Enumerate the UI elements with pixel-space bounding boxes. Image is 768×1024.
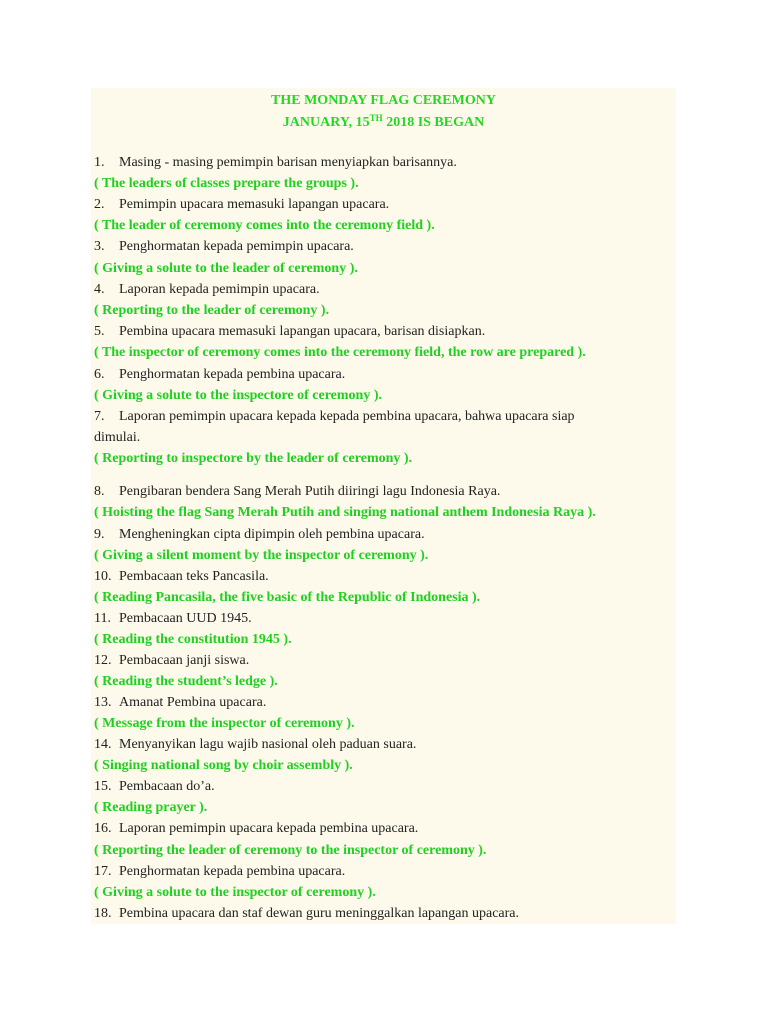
item-translation: ( Reading the constitution 1945 ). xyxy=(94,632,292,647)
item-text: Masing - masing pemimpin barisan menyiapkan barisannya. xyxy=(119,155,457,170)
item-translation: ( Message from the inspector of ceremony ). xyxy=(94,716,355,731)
list-item xyxy=(94,527,425,543)
item-number: 8. xyxy=(94,484,105,499)
list-item xyxy=(94,324,485,340)
item-translation: ( The leaders of classes prepare the groups ). xyxy=(94,176,359,191)
list-item xyxy=(94,155,457,171)
list-item xyxy=(94,484,500,500)
item-text: Pembacaan UUD 1945. xyxy=(119,611,252,626)
item-number: 1. xyxy=(94,155,105,170)
item-number: 13. xyxy=(94,695,112,710)
item-translation: ( Giving a silent moment by the inspector of ceremony ). xyxy=(94,548,429,563)
item-number: 12. xyxy=(94,653,112,668)
item-text: Pembina upacara memasuki lapangan upacara, barisan disiapkan. xyxy=(119,324,486,339)
item-translation: ( Reporting the leader of ceremony to the inspector of ceremony ). xyxy=(94,843,487,858)
list-item xyxy=(94,653,249,669)
item-number: 18. xyxy=(94,906,112,921)
item-translation: ( Giving a solute to the inspector of ceremony ). xyxy=(94,885,376,900)
list-item xyxy=(94,864,345,880)
date-suffix: 2018 IS BEGAN xyxy=(382,115,485,130)
list-item xyxy=(94,695,266,711)
item-text: Pembacaan janji siswa. xyxy=(119,653,250,668)
item-number: 11. xyxy=(94,611,111,626)
item-text: Menyanyikan lagu wajib nasional oleh paduan suara. xyxy=(119,737,417,752)
item-number: 7. xyxy=(94,409,105,424)
item-text: Penghormatan kepada pembina upacara. xyxy=(119,864,346,879)
item-text: Pembacaan teks Pancasila. xyxy=(119,569,269,584)
item-text: Laporan kepada pemimpin upacara. xyxy=(119,282,320,297)
item-number: 9. xyxy=(94,527,105,542)
item-translation: ( The inspector of ceremony comes into the ceremony field, the row are prepared ). xyxy=(94,345,586,360)
item-text: Laporan pemimpin upacara kepada kepada pembina upacara, bahwa upacara siap xyxy=(119,409,575,424)
list-item xyxy=(94,367,345,383)
list-item xyxy=(94,821,418,837)
item-text-continued: dimulai. xyxy=(94,430,141,445)
item-text: Pembacaan do’a. xyxy=(119,779,215,794)
item-number: 3. xyxy=(94,239,105,254)
item-translation: ( Reading Pancasila, the five basic of the Republic of Indonesia ). xyxy=(94,590,481,605)
item-number: 4. xyxy=(94,282,105,297)
item-text: Penghormatan kepada pembina upacara. xyxy=(119,367,346,382)
item-translation: ( Giving a solute to the inspectore of ceremony ). xyxy=(94,388,382,403)
list-item xyxy=(94,282,320,298)
item-translation: ( The leader of ceremony comes into the ceremony field ). xyxy=(94,218,435,233)
item-number: 6. xyxy=(94,367,105,382)
list-item xyxy=(94,737,416,753)
item-number: 17. xyxy=(94,864,112,879)
item-translation: ( Singing national song by choir assembly ). xyxy=(94,758,353,773)
date-prefix: JANUARY, 15 xyxy=(282,115,370,130)
item-text: Mengheningkan cipta dipimpin oleh pembina upacara. xyxy=(119,527,425,542)
item-translation: ( Reading prayer ). xyxy=(94,800,208,815)
item-translation: ( Giving a solute to the leader of ceremony ). xyxy=(94,261,358,276)
list-item xyxy=(94,569,269,585)
item-text: Pembina upacara dan staf dewan guru meninggalkan lapangan upacara. xyxy=(119,906,519,921)
item-number: 5. xyxy=(94,324,105,339)
list-item xyxy=(94,197,389,213)
list-item xyxy=(94,611,252,627)
item-translation: ( Reading the student’s ledge ). xyxy=(94,674,278,689)
item-text: Penghormatan kepada pemimpin upacara. xyxy=(119,239,354,254)
document-page xyxy=(91,88,676,924)
list-item xyxy=(94,409,575,425)
list-item xyxy=(94,779,215,795)
item-number: 16. xyxy=(94,821,112,836)
item-translation: ( Reporting to inspectore by the leader of ceremony ). xyxy=(94,451,413,466)
item-text: Pemimpin upacara memasuki lapangan upacara. xyxy=(119,197,390,212)
item-text: Pengibaran bendera Sang Merah Putih diiringi lagu Indonesia Raya. xyxy=(119,484,501,499)
item-number: 2. xyxy=(94,197,105,212)
item-translation: ( Reporting to the leader of ceremony ). xyxy=(94,303,330,318)
list-item xyxy=(94,239,354,255)
list-item xyxy=(94,906,519,922)
item-number: 14. xyxy=(94,737,112,752)
item-translation: ( Hoisting the flag Sang Merah Putih and singing national anthem Indonesia Raya ). xyxy=(94,505,596,520)
item-number: 15. xyxy=(94,779,112,794)
document-title: THE MONDAY FLAG CEREMONY xyxy=(271,93,496,108)
item-text: Amanat Pembina upacara. xyxy=(119,695,267,710)
item-number: 10. xyxy=(94,569,112,584)
item-text: Laporan pemimpin upacara kepada pembina upacara. xyxy=(119,821,419,836)
date-superscript: TH xyxy=(369,113,383,123)
document-date xyxy=(91,115,676,131)
